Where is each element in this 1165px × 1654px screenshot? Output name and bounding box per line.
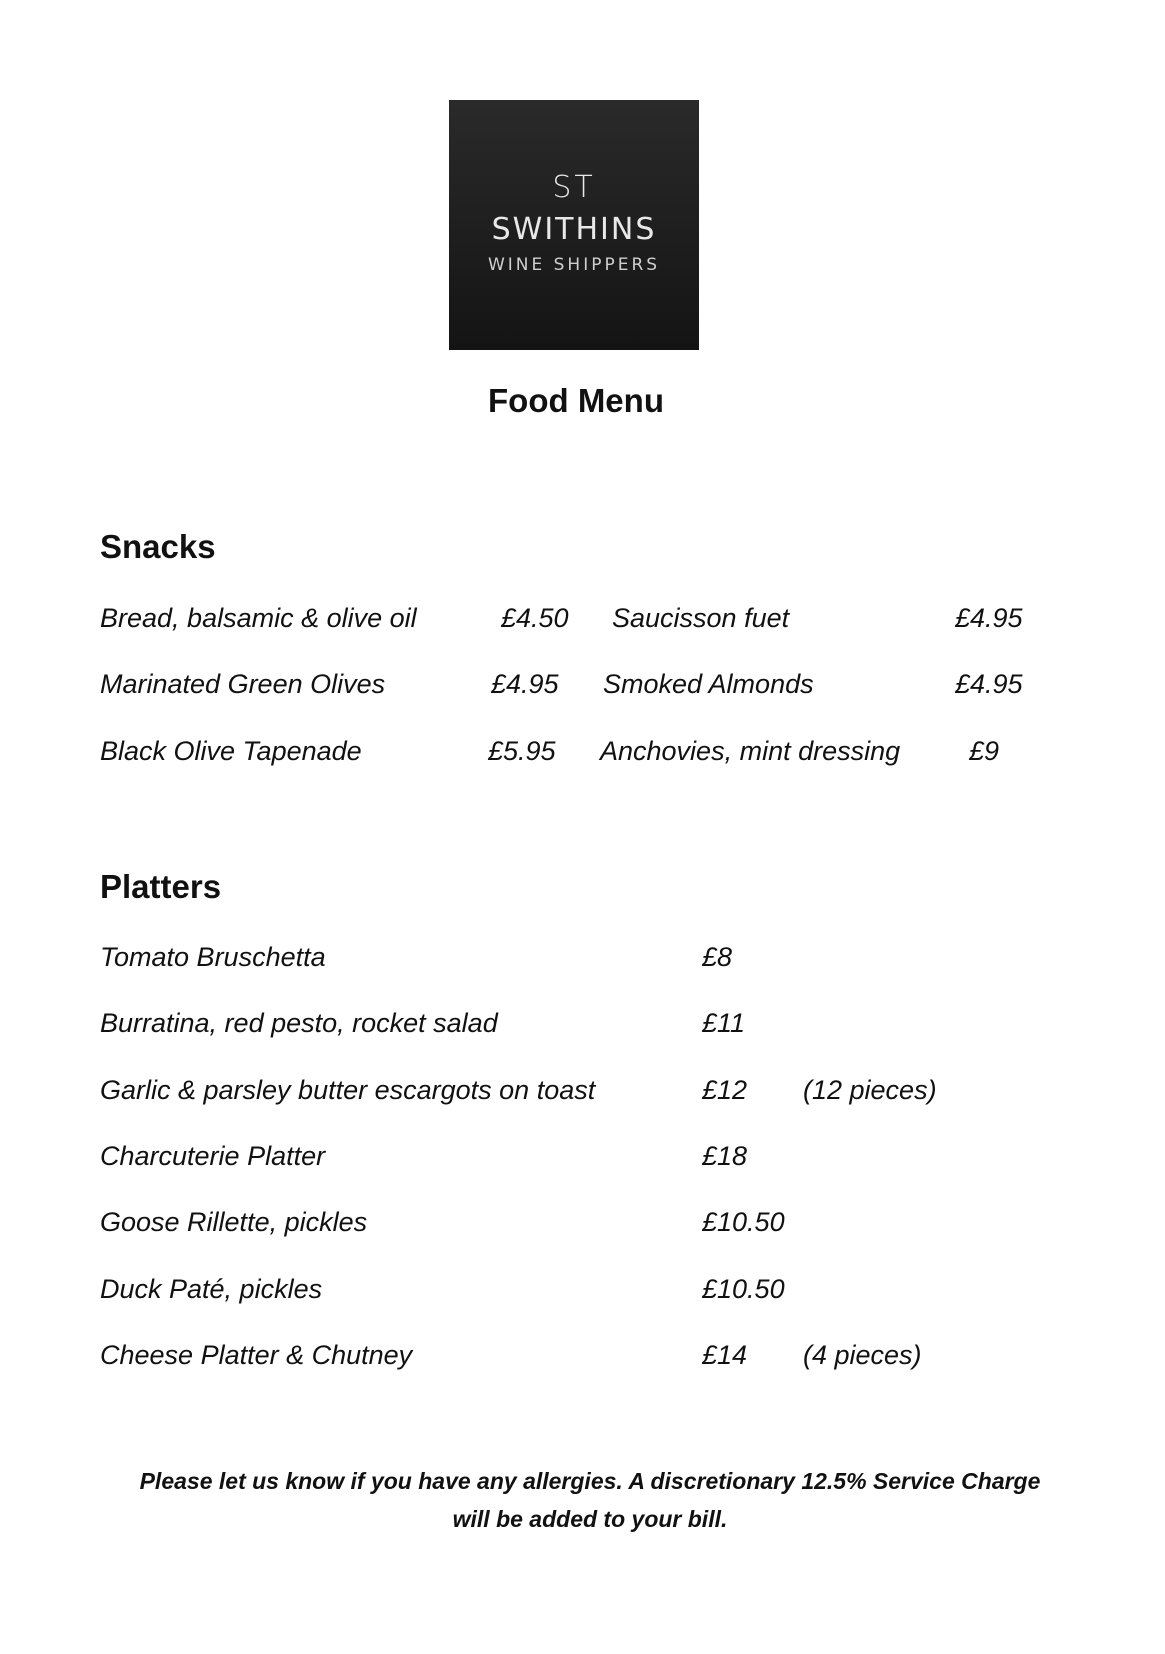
logo-line-2: SWITHINS — [491, 212, 657, 247]
snack-price: £4.95 — [955, 669, 1023, 699]
logo-line-3: WINE SHIPPERS — [487, 255, 661, 275]
platter-price: £10.50 — [702, 1207, 785, 1237]
platter-price: £8 — [702, 942, 733, 972]
allergy-notice — [90, 1462, 1090, 1538]
platter-note: (4 pieces) — [803, 1340, 922, 1370]
snack-name: Saucisson fuet — [612, 603, 790, 633]
snack-price: £4.95 — [491, 669, 559, 699]
platter-name: Cheese Platter & Chutney — [100, 1340, 413, 1370]
platter-note: (12 pieces) — [803, 1075, 937, 1105]
platter-price: £11 — [702, 1008, 746, 1038]
platter-price: £14 — [702, 1340, 748, 1370]
snack-name: Bread, balsamic & olive oil — [100, 603, 417, 633]
allergy-notice-line-2: will be added to your bill. — [452, 1506, 728, 1532]
platter-price: £10.50 — [702, 1274, 785, 1304]
snack-name: Anchovies, mint dressing — [600, 736, 901, 766]
snack-name: Black Olive Tapenade — [100, 736, 362, 766]
platter-name: Tomato Bruschetta — [100, 942, 326, 972]
snacks-heading: Snacks — [100, 528, 216, 565]
platter-price: £18 — [702, 1141, 748, 1171]
snack-name: Marinated Green Olives — [100, 669, 386, 699]
platter-price: £12 — [702, 1075, 748, 1105]
platters-heading: Platters — [100, 868, 222, 905]
snack-price: £5.95 — [488, 736, 556, 766]
snack-price: £9 — [969, 736, 1000, 766]
platter-name: Duck Paté, pickles — [100, 1274, 323, 1304]
snack-price: £4.50 — [501, 603, 569, 633]
platter-name: Goose Rillette, pickles — [100, 1207, 368, 1237]
platter-name: Burratina, red pesto, rocket salad — [100, 1008, 498, 1038]
platter-name: Charcuterie Platter — [100, 1141, 326, 1171]
snack-name: Smoked Almonds — [603, 669, 814, 699]
snack-price: £4.95 — [955, 603, 1023, 633]
logo-line-1: ST — [552, 170, 596, 205]
logo — [449, 100, 699, 350]
platter-name: Garlic & parsley butter escargots on toast — [100, 1075, 596, 1105]
allergy-notice-line-1: Please let us know if you have any allergies. A discretionary 12.5% Service Charge — [139, 1468, 1041, 1494]
page-title: Food Menu — [488, 382, 664, 419]
